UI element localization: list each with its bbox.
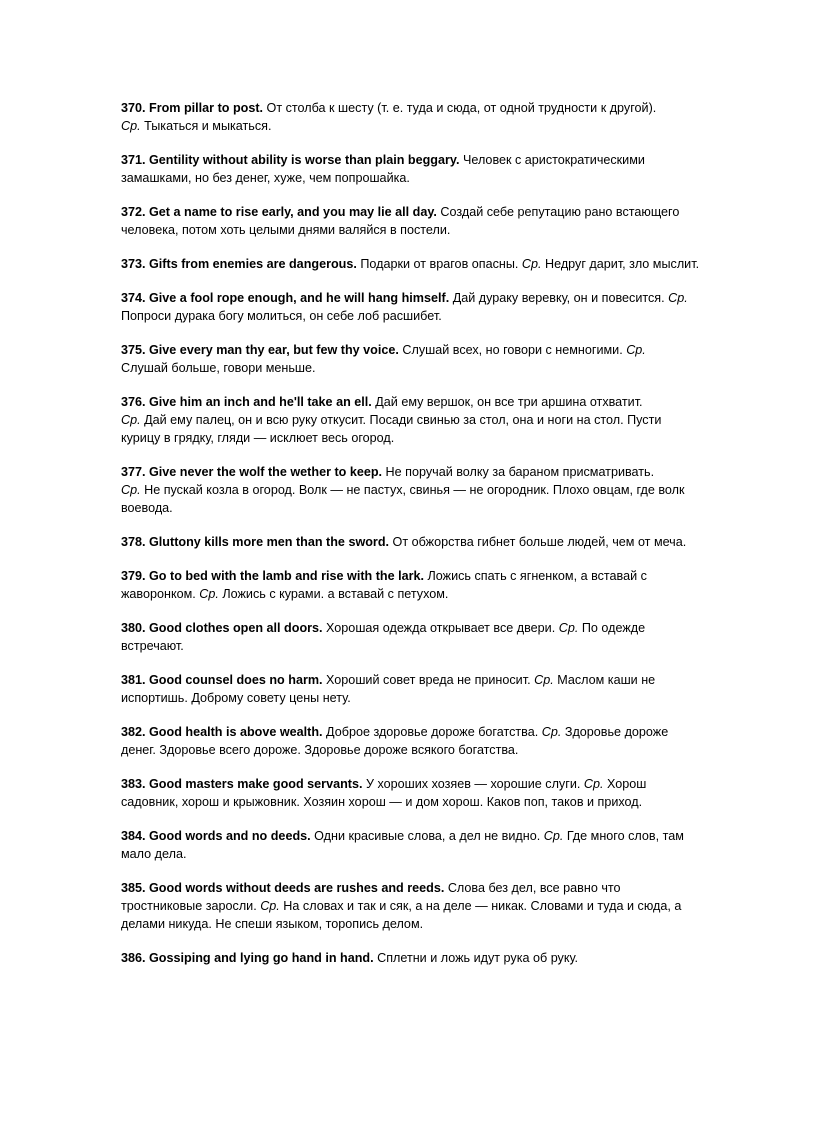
proverb-translation: Дай ему вершок, он все три аршина отхватит.: [371, 395, 643, 409]
proverb-entry: [121, 567, 701, 603]
proverb-entry: [121, 619, 701, 655]
compare-marker: Ср.: [541, 725, 562, 739]
proverb-equivalent: Здоровье дороже денег. Здоровье всего дороже. Здоровье дороже всякого богатства.: [121, 725, 669, 757]
proverb-equivalent: Ложись с курами. а вставай с петухом.: [218, 587, 449, 601]
proverb-translation: Создай себе репутацию рано встающего человека, потом хоть целыми днями валяйся в постели.: [121, 205, 680, 237]
compare-marker: Ср.: [558, 621, 579, 635]
proverb-translation: Одни красивые слова, а дел не видно.: [310, 829, 541, 843]
proverb-equivalent: Где много слов, там мало дела.: [121, 829, 684, 861]
proverb-english: 376. Give him an inch and he'll take an ell.: [121, 395, 372, 409]
proverb-english: 375. Give every man thy ear, but few thy voice.: [121, 343, 399, 357]
proverb-equivalent: Недруг дарит, зло мыслит.: [541, 257, 700, 271]
compare-marker: Ср.: [121, 483, 141, 497]
proverb-equivalent: Хорош садовник, хорош и крыжовник. Хозяин хорош — и дом хорош. Каков поп, таков и приход.: [121, 777, 647, 809]
compare-marker: Ср.: [626, 343, 646, 357]
proverb-equivalent: Тыкаться и мыкаться.: [140, 119, 272, 133]
proverb-english: 379. Go to bed with the lamb and rise with the lark.: [121, 569, 425, 583]
compare-marker: Ср.: [260, 899, 280, 913]
proverb-translation: Сплетни и ложь идут рука об руку.: [373, 951, 579, 965]
document-page: [121, 99, 701, 983]
compare-marker: Ср.: [199, 587, 219, 601]
compare-marker: Ср.: [668, 291, 688, 305]
proverb-translation: Не поручай волку за бараном присматривать.: [382, 465, 655, 479]
proverb-translation: Слушай всех, но говори с немногими.: [398, 343, 623, 357]
proverb-entry: [121, 99, 701, 135]
proverb-english: 370. From pillar to post.: [121, 101, 264, 115]
proverb-translation: У хороших хозяев — хорошие слуги.: [362, 777, 581, 791]
proverb-equivalent: Попроси дурака богу молиться, он себе лоб расшибет.: [121, 309, 442, 323]
proverb-translation: Доброе здоровье дороже богатства.: [322, 725, 539, 739]
proverb-translation: Хорошая одежда открывает все двери.: [322, 621, 556, 635]
proverb-english: 374. Give a fool rope enough, and he will hang himself.: [121, 291, 450, 305]
proverb-entry: [121, 949, 701, 967]
compare-marker: Ср.: [534, 673, 554, 687]
proverb-translation: Человек с аристократическими замашками, но без денег, хуже, чем попрошайка.: [121, 153, 645, 185]
proverb-english: 372. Get a name to rise early, and you may lie all day.: [121, 205, 437, 219]
proverb-english: 384. Good words and no deeds.: [121, 829, 311, 843]
compare-marker: Ср.: [121, 413, 141, 427]
proverb-translation: От обжорства гибнет больше людей, чем от меча.: [389, 535, 687, 549]
proverb-english: 380. Good clothes open all doors.: [121, 621, 323, 635]
proverb-entry: [121, 255, 701, 273]
proverb-translation: Ложись спать с ягненком, а вставай с жаворонком.: [121, 569, 647, 601]
compare-marker: Ср.: [521, 257, 542, 271]
proverb-equivalent: Дай ему палец, он и всю руку откусит. Посади свинью за стол, она и ноги на стол. Пусти курицу в грядку, гляди — исклюет весь огород.: [121, 413, 662, 445]
proverb-equivalent: Не пускай козла в огород. Волк — не пастух, свинья — не огородник. Плохо овцам, где волк воевода.: [121, 483, 685, 515]
proverb-entry: [121, 289, 701, 325]
proverb-entry: [121, 827, 701, 863]
proverb-translation: Слова без дел, все равно что тростниковые заросли.: [121, 881, 621, 913]
proverb-entry: [121, 723, 701, 759]
proverb-entry: [121, 151, 701, 187]
proverb-entry: [121, 671, 701, 707]
proverb-english: 386. Gossiping and lying go hand in hand.: [121, 951, 374, 965]
proverb-english: 373. Gifts from enemies are dangerous.: [121, 257, 357, 271]
compare-marker: Ср.: [543, 829, 564, 843]
proverb-english: 382. Good health is above wealth.: [121, 725, 323, 739]
proverb-entry: [121, 775, 701, 811]
proverb-entry: [121, 341, 701, 377]
proverb-entry: [121, 533, 701, 551]
proverb-equivalent: На словах и так и сяк, а на деле — никак. Словами и туда и сюда, а делами никуда. Не спеши языком, торопись делом.: [121, 899, 682, 931]
compare-marker: Ср.: [121, 119, 141, 133]
proverb-equivalent: Маслом каши не испортишь. Доброму совету цены нету.: [121, 673, 656, 705]
proverb-entry: [121, 203, 701, 239]
proverb-equivalent: По одежде встречают.: [121, 621, 646, 653]
proverb-translation: Дай дураку веревку, он и повесится.: [449, 291, 665, 305]
proverb-translation: От столба к шесту (т. е. туда и сюда, от одной трудности к другой).: [263, 101, 657, 115]
proverb-english: 381. Good counsel does no harm.: [121, 673, 323, 687]
proverb-entry: [121, 879, 701, 933]
proverb-translation: Подарки от врагов опасны.: [356, 257, 519, 271]
proverb-entry: [121, 393, 701, 447]
proverb-english: 378. Gluttony kills more men than the sword.: [121, 535, 390, 549]
proverb-equivalent: Слушай больше, говори меньше.: [121, 361, 316, 375]
compare-marker: Ср.: [583, 777, 604, 791]
proverb-english: 371. Gentility without ability is worse than plain beggary.: [121, 153, 460, 167]
proverb-english: 383. Good masters make good servants.: [121, 777, 363, 791]
proverb-translation: Хороший совет вреда не приносит.: [322, 673, 531, 687]
proverb-english: 385. Good words without deeds are rushes and reeds.: [121, 881, 445, 895]
proverb-entry: [121, 463, 701, 517]
proverb-english: 377. Give never the wolf the wether to keep.: [121, 465, 383, 479]
